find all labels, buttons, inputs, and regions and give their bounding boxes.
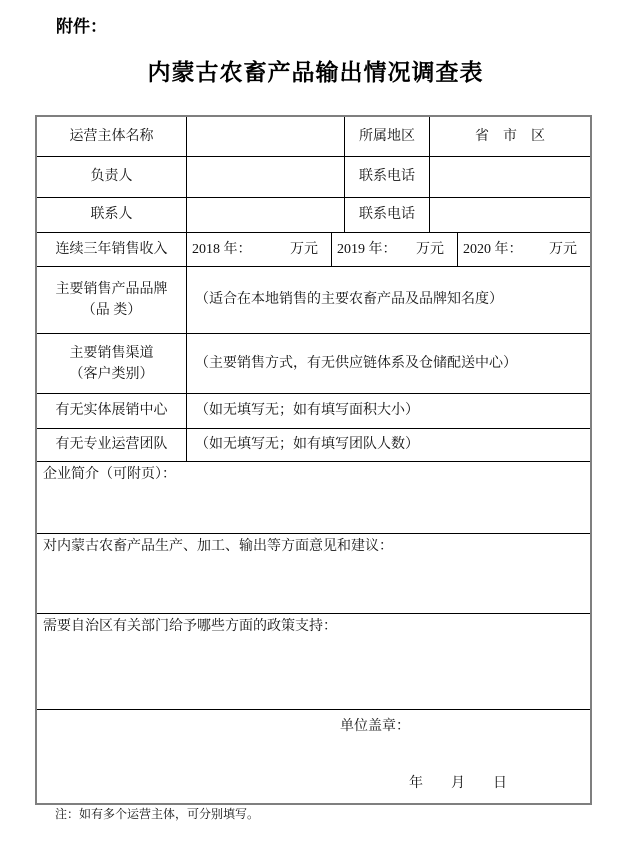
sales-channel-hint: （主要销售方式，有无供应链体系及仓储配送中心） <box>195 355 517 371</box>
revenue-label: 连续三年销售收入 <box>37 233 187 266</box>
table-row <box>37 334 590 394</box>
table-row <box>37 117 590 157</box>
table-row <box>37 614 590 710</box>
contact-label: 联系人 <box>37 198 187 232</box>
revenue-2020-unit: 万元 <box>549 241 577 257</box>
operation-team-label: 有无专业运营团队 <box>37 429 187 461</box>
revenue-2019-year-label: 2019 年： <box>337 241 397 257</box>
contact-phone-label: 联系电话 <box>345 198 430 232</box>
table-row <box>37 233 590 267</box>
sales-channel-label <box>37 334 187 393</box>
page-title: 内蒙古农畜产品输出情况调查表 <box>147 59 484 85</box>
region-value: 省 市 区 <box>475 128 545 144</box>
principal-phone-label: 联系电话 <box>345 157 430 197</box>
principal-value <box>187 157 345 197</box>
sales-channel-label-line2: （客户类别） <box>69 366 154 382</box>
main-product-brand-hint: （适合在本地销售的主要农畜产品及品牌知名度） <box>195 292 503 308</box>
main-product-brand-label-line2: （品 类） <box>81 303 142 318</box>
operator-name-value <box>187 117 345 156</box>
revenue-2020-year-label: 2020 年： <box>463 241 523 257</box>
region-label: 所属地区 <box>345 117 430 156</box>
revenue-2018-unit: 万元 <box>290 241 318 257</box>
exhibition-center-hint: （如无填写无；如有填写面积大小） <box>195 403 419 419</box>
main-product-brand-label <box>37 267 187 333</box>
table-row <box>37 267 590 334</box>
survey-table <box>35 115 592 805</box>
operator-name-label: 运营主体名称 <box>37 117 187 156</box>
table-row <box>37 198 590 233</box>
revenue-2020-cell <box>458 233 590 266</box>
revenue-2019-cell <box>332 233 458 266</box>
table-row <box>37 429 590 462</box>
revenue-2018-cell <box>187 233 332 266</box>
company-profile-label: 企业简介（可附页）： <box>43 467 176 482</box>
contact-value <box>187 198 345 232</box>
signature-row <box>37 710 590 803</box>
sales-channel-label-line1: 主要销售渠道 <box>69 345 154 361</box>
table-row <box>37 534 590 614</box>
exhibition-center-label: 有无实体展销中心 <box>37 394 187 428</box>
table-row <box>37 394 590 429</box>
operation-team-hint: （如无填写无；如有填写团队人数） <box>195 437 419 453</box>
principal-phone-value <box>430 157 590 197</box>
attachment-label: 附件： <box>56 17 107 36</box>
contact-phone-value <box>430 198 590 232</box>
date-label: 年 月 日 <box>409 776 507 792</box>
table-row <box>37 157 590 198</box>
table-row <box>37 462 590 534</box>
revenue-2018-year-label: 2018 年： <box>192 241 252 257</box>
footnote: 注：如有多个运营主体，可分别填写。 <box>55 807 260 821</box>
main-product-brand-label-line1: 主要销售产品品牌 <box>55 282 168 297</box>
opinions-suggestions-label: 对内蒙古农畜产品生产、加工、输出等方面意见和建议： <box>43 539 393 554</box>
revenue-2019-unit: 万元 <box>416 241 444 257</box>
principal-label: 负责人 <box>37 157 187 197</box>
unit-seal-label: 单位盖章： <box>340 719 410 734</box>
policy-support-label: 需要自治区有关部门给予哪些方面的政策支持： <box>43 619 337 634</box>
